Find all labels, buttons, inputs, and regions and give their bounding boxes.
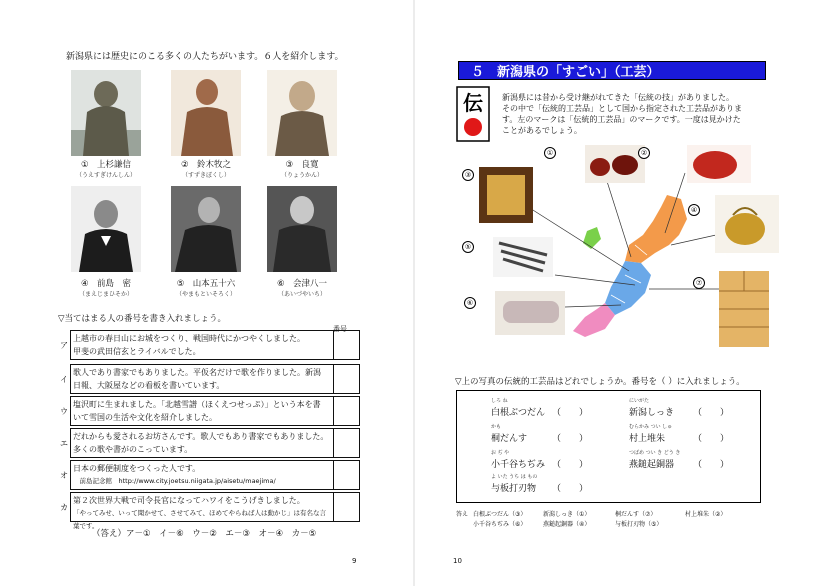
craft-item-name: 小千谷ちぢみ — [491, 460, 546, 470]
caption-3: ③ 良寛 — [285, 160, 319, 170]
caption-6: ⑥ 会津八一 — [276, 279, 328, 289]
question-letter: ウ — [60, 406, 68, 416]
photo-kiri-tansu — [719, 271, 769, 347]
reading-6: （あいづやいち） — [277, 291, 326, 298]
question-row — [58, 428, 360, 458]
portrait-yamamoto-isoroku — [171, 186, 241, 272]
museum-link[interactable]: 前島記念館 http://www.city.joetsu.niigata.jp/aisetu/maejima/ — [73, 477, 276, 485]
item-furigana: よ いた うち は もの — [491, 474, 538, 480]
item-furigana: しろ ね — [491, 398, 508, 404]
photo-blades — [493, 237, 553, 277]
answer-paren[interactable]: （ ） — [552, 460, 589, 470]
caption-2: ② 鈴木牧之 — [180, 160, 232, 170]
portrait-ryokan — [267, 70, 337, 156]
answer-entry: 小千谷ちぢみ（⑥） — [473, 521, 527, 528]
photo-number-1: ① — [544, 147, 556, 159]
craft-question: ▽上の写真の伝統的工芸品はどれでしょうか。番号を（ ）に入れましょう。 — [455, 377, 745, 387]
item-furigana: つばめ つい き どう き — [629, 450, 681, 456]
answer-box[interactable] — [334, 428, 360, 458]
question-line: 第２次世界大戦で司令長官になってハワイをこうげきしました。 — [73, 496, 305, 505]
question-text — [70, 492, 334, 530]
reading-2: （すずきぼくし） — [181, 172, 231, 179]
photo-copper-kettle — [715, 195, 779, 253]
craft-answer-box — [456, 390, 761, 503]
question-line: 日本の郵便制度をつくった人です。 — [73, 464, 201, 473]
answer-entry: 桐だんす（⑦） — [615, 511, 657, 518]
craft-item-name: 桐だんす — [491, 434, 528, 444]
question-row — [58, 460, 360, 490]
page-number-left: 9 — [352, 557, 357, 565]
caption-5: ⑤ 山本五十六 — [176, 279, 236, 289]
question-letter: エ — [60, 438, 68, 448]
craft-item-name: 白根ぶつだん — [491, 408, 546, 418]
question-text — [70, 428, 334, 458]
reading-1: （うえすぎけんしん） — [75, 172, 136, 179]
question-line: 歌人であり書家でもありました。平仮名だけで歌を作りました。新潟 — [73, 368, 321, 377]
page-number-right: 10 — [453, 557, 462, 565]
question-text — [70, 330, 334, 360]
craft-item-name: 燕鎚起銅器 — [629, 460, 675, 470]
answer-box[interactable] — [334, 396, 360, 426]
niigata-map — [573, 195, 687, 337]
mark-char: 伝 — [463, 91, 483, 115]
photo-number-5: ⑤ — [462, 241, 474, 253]
photo-number-6: ⑥ — [464, 297, 476, 309]
answer-label: 答え — [456, 511, 469, 518]
reading-4: （まえじまひそか） — [78, 291, 133, 298]
intro-line: ことがあるでしょう。 — [502, 126, 582, 135]
left-page — [0, 0, 414, 586]
caption-1: ① 上杉謙信 — [80, 160, 132, 170]
answer-paren[interactable]: （ ） — [693, 408, 730, 418]
caption-4: ④ 前島 密 — [80, 279, 132, 289]
reading-3: （りょうかん） — [280, 172, 323, 179]
question-line: 塩沢町に生まれました。「北越雪譜（ほくえつせっぷ）」という本を書 — [73, 400, 321, 409]
matching-instruction: ▽当てはまる人の番号を書き入れましょう。 — [58, 314, 227, 324]
intro-line: その中で「伝統的工芸品」として国から指定された工芸品がありま — [502, 104, 742, 113]
craft-item-name: 村上堆朱 — [629, 434, 666, 444]
photo-number-4: ④ — [688, 204, 700, 216]
question-text — [70, 396, 334, 426]
left-intro: 新潟県には歴史にのこる多くの人たちがいます。６人を紹介します。 — [66, 52, 344, 62]
photo-butsudan — [479, 167, 533, 223]
photo-number-7: ⑦ — [693, 277, 705, 289]
answer-entry: 村上堆朱（②） — [685, 511, 727, 518]
section-title: ５ 新潟県の「すごい」（工芸） — [458, 61, 766, 80]
photo-lacquer-bowls — [585, 145, 645, 183]
number-header: 番号 — [333, 325, 347, 333]
question-letter: オ — [60, 470, 68, 480]
item-furigana: かも — [491, 424, 502, 430]
question-line: 「やってみせ、いって聞かせて、させてみて、ほめてやらねば人は動かじ」は有名な言葉です。 — [73, 509, 327, 530]
question-text — [70, 460, 334, 490]
item-furigana: にいがた — [629, 398, 650, 404]
traditional-craft-mark-icon — [456, 86, 490, 142]
answer-paren[interactable]: （ ） — [693, 460, 730, 470]
photo-number-2: ② — [638, 147, 650, 159]
craft-item-name: 新潟しっき — [629, 408, 675, 418]
answer-entry: 与板打刃物（⑤） — [615, 521, 663, 528]
craft-map-figure — [455, 145, 775, 355]
question-line: 甲斐の武田信玄とライバルでした。 — [73, 347, 201, 356]
answer-box[interactable] — [334, 492, 360, 522]
answer-box[interactable] — [334, 364, 360, 394]
item-furigana: むらかみ つい しゅ — [629, 424, 673, 430]
left-answer-key: （答え）ア－① イ－⑥ ウ－② エ－③ オ－④ カ－⑤ — [92, 529, 317, 539]
question-line: 多くの歌や書がのこっています。 — [73, 445, 193, 454]
question-row — [58, 364, 360, 394]
answer-paren[interactable]: （ ） — [552, 408, 589, 418]
question-letter: カ — [60, 502, 68, 512]
intro-line: す。左のマークは「伝統的工芸品」のマークです。一度は見かけた — [502, 115, 741, 124]
portrait-suzuki-bokushi — [171, 70, 241, 156]
question-line: 上越市の春日山にお城をつくり、戦国時代にかつやくしました。 — [73, 334, 305, 343]
answer-entry: 白根ぶつだん（③） — [473, 511, 527, 518]
answer-entry: 燕鎚起銅器（④） — [543, 521, 591, 528]
answer-paren[interactable]: （ ） — [552, 484, 589, 494]
question-row — [58, 492, 360, 530]
answer-paren[interactable]: （ ） — [552, 434, 589, 444]
question-line: 日報、大阪屋などの看板を書いています。 — [73, 381, 225, 390]
question-line: いて雪国の生活や文化を紹介しました。 — [73, 413, 217, 422]
right-page — [415, 0, 829, 586]
question-line: だれからも愛されるお坊さんです。歌人でもあり書家でもありました。 — [73, 432, 329, 441]
portrait-maejima-hisoka — [71, 186, 141, 272]
question-text — [70, 364, 334, 394]
photo-tsuishu-box — [687, 145, 751, 183]
portrait-aizu-yaichi — [267, 186, 337, 272]
question-letter: イ — [60, 374, 68, 384]
photo-chijimi-cloth — [495, 291, 565, 335]
answer-box[interactable] — [334, 460, 360, 490]
answer-paren[interactable]: （ ） — [693, 434, 730, 444]
portrait-uesugi-kenshin — [71, 70, 141, 156]
item-furigana: お ぢ や — [491, 450, 510, 456]
right-intro — [502, 92, 772, 136]
intro-line: 新潟県には昔から受け継がれてきた「伝統の技」がありました。 — [502, 93, 734, 102]
answer-entry: 新潟しっき（①） — [543, 511, 591, 518]
craft-item-name: 与板打刃物 — [491, 484, 537, 494]
question-row — [58, 396, 360, 426]
reading-5: （やまもといそろく） — [175, 291, 236, 298]
question-letter: ア — [60, 340, 68, 350]
question-row — [58, 330, 360, 360]
photo-number-3: ③ — [462, 169, 474, 181]
answer-box[interactable] — [334, 330, 360, 360]
